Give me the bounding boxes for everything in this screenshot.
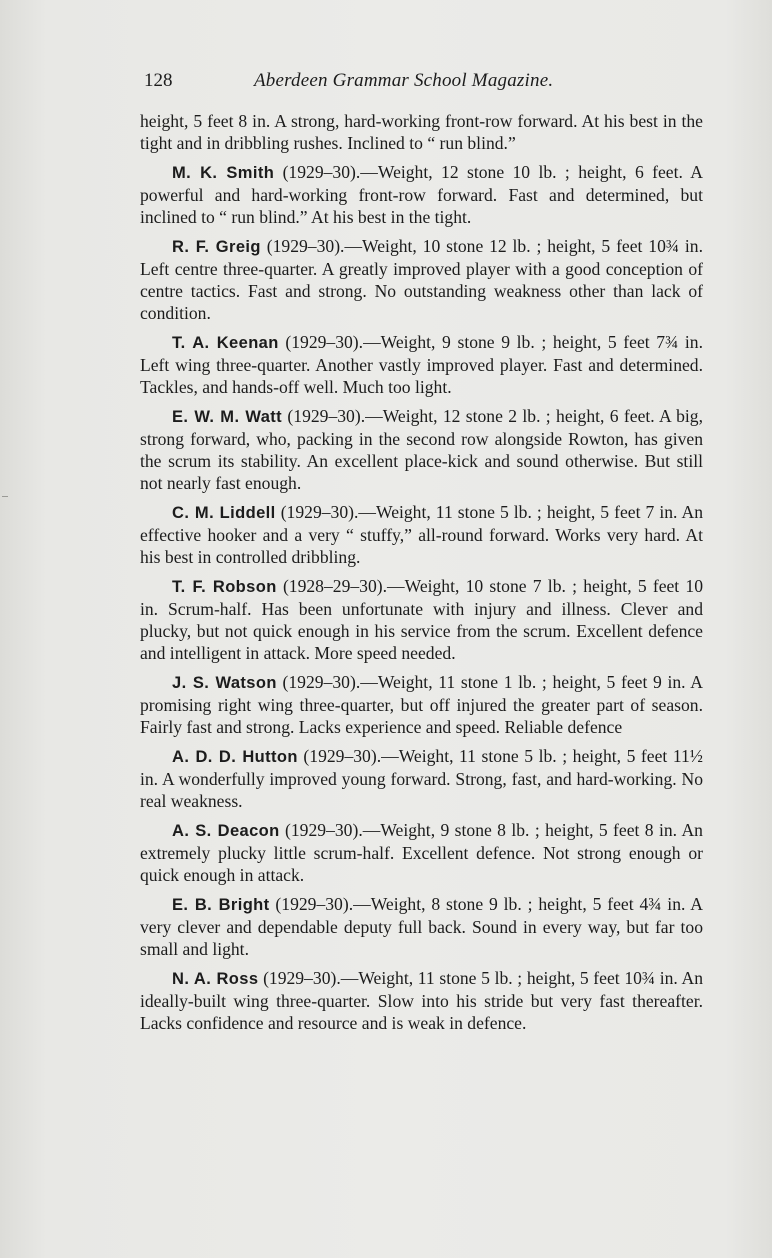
player-name: N. A. Ross <box>172 970 259 988</box>
player-description: (1929–30).—Weight, 11 stone 5 lb. ; height, 5 feet 10¾ in. An ideally-built wing three-quarter. Slow into his stride but very fast thereafter. Lacks confidence and resource and is weak in defence. <box>140 968 704 1033</box>
player-entry-keenan <box>140 331 703 398</box>
player-name: A. S. Deacon <box>172 822 280 840</box>
player-description: (1929–30).—Weight, 12 stone 2 lb. ; height, 6 feet. A big, strong forward, who, packing in the second row alongside Rowton, has given the scrum its stability. An excellent place-kick and sound otherwise. But still not nearly fast enough. <box>140 406 703 493</box>
page-edge-mark <box>2 496 8 497</box>
player-entry-smith <box>140 161 703 228</box>
player-entry-liddell <box>140 501 703 568</box>
player-description: (1929–30).—Weight, 11 stone 5 lb. ; height, 5 feet 7 in. An effective hooker and a very “ stuffy,” all-round forward. Works very hard. At his best in controlled dribbling. <box>140 502 703 567</box>
player-entry-greig <box>140 235 703 324</box>
player-description: (1929–30).—Weight, 9 stone 9 lb. ; height, 5 feet 7¾ in. Left wing three-quarter. Another vastly improved player. Fast and determined. Tackles, and hands-off well. Much too light. <box>140 332 703 397</box>
player-description: (1929–30).—Weight, 11 stone 1 lb. ; height, 5 feet 9 in. A promising right wing three-quarter, but off injured the greater part of season. Fairly fast and strong. Lacks experience and speed. Reliable defence <box>140 672 703 737</box>
player-name: A. D. D. Hutton <box>172 748 298 766</box>
player-name: E. B. Bright <box>172 896 270 914</box>
player-description: (1928–29–30).—Weight, 10 stone 7 lb. ; height, 5 feet 10 in. Scrum-half. Has been unfortunate with injury and illness. Clever and plucky, but not quick enough in his service from the scrum. Excellent defence and intelligent in attack. More speed needed. <box>140 576 704 663</box>
player-name: J. S. Watson <box>172 674 277 692</box>
player-entry-watt <box>140 405 703 494</box>
page-number: 128 <box>144 70 173 91</box>
player-name: C. M. Liddell <box>172 504 276 522</box>
player-name: T. A. Keenan <box>172 334 279 352</box>
page-header <box>144 70 704 94</box>
running-title: Aberdeen Grammar School Magazine. <box>254 70 554 91</box>
player-descriptions <box>140 110 703 1041</box>
player-description: (1929–30).—Weight, 10 stone 12 lb. ; height, 5 feet 10¾ in. Left centre three-quarter. A greatly improved player with a good conception of centre tactics. Fast and strong. No outstanding weakness other than lack of condition. <box>140 236 704 323</box>
player-name: T. F. Robson <box>172 578 277 596</box>
player-name: R. F. Greig <box>172 238 261 256</box>
player-description: (1929–30).—Weight, 8 stone 9 lb. ; height, 5 feet 4¾ in. A very clever and dependable deputy full back. Sound in every way, but far too small and light. <box>140 894 703 959</box>
player-entry-deacon <box>140 819 703 886</box>
player-entry-bright <box>140 893 703 960</box>
player-description: (1929–30).—Weight, 11 stone 5 lb. ; height, 5 feet 11½ in. A wonderfully improved young forward. Strong, fast, and hard-working. No real weakness. <box>140 746 703 811</box>
player-entry-watson <box>140 671 703 738</box>
player-entry-ross <box>140 967 703 1034</box>
player-entry-robson <box>140 575 703 664</box>
player-entry-hutton <box>140 745 703 812</box>
continued-paragraph: height, 5 feet 8 in. A strong, hard-working front-row forward. At his best in the tight and in dribbling rushes. Inclined to “ run blind.” <box>140 111 703 153</box>
player-name: E. W. M. Watt <box>172 408 283 426</box>
player-description: (1929–30).—Weight, 12 stone 10 lb. ; height, 6 feet. A powerful and hard-working front-row forward. Fast and determined, but inclined to “ run blind.” At his best in the tight. <box>140 162 703 227</box>
player-name: M. K. Smith <box>172 164 275 182</box>
player-description: (1929–30).—Weight, 9 stone 8 lb. ; height, 5 feet 8 in. An extremely plucky little scrum-half. Excellent defence. Not strong enough or quick enough in attack. <box>140 820 703 885</box>
